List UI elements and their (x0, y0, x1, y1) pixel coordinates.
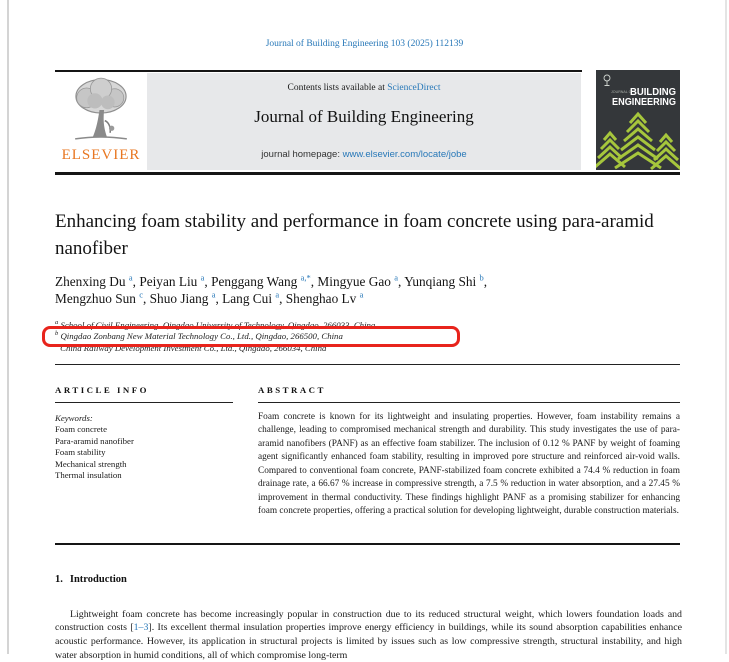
header-rule-top (55, 70, 582, 72)
keyword-list (55, 424, 240, 481)
keyword-item: Foam stability (55, 447, 106, 458)
article-title: Enhancing foam stability and performance in foam concrete using para-aramid nanofiber (55, 211, 654, 259)
abstract-text: Foam concrete is known for its lightweight and insulating properties. However, foam instability remains a challenge, leading to compromised mechanical strength and durability. This study investigates the use of para-aramid nanofibers (PANF) as an effective foam stabilizer. The inclusion of 0.12 % PANF by weight of foaming agent significantly enhanced foam stability, resulting in improved pore structure and reinforced air-void walls. Compared to conventional foam concrete, PANF-stabilized foam concrete exhibited a 74.4 % reduction in foam drainage rate, a 66.67 % increase in compressive strength, a 7.5 % reduction in water absorption, and a 27.45 % improvement in thermal conductivity. These findings highlight PANF as a promising stabilizer for enhancing foam concrete properties, offering a practical solution for developing lightweight, durable construction materials. (258, 412, 680, 517)
author-affiliation-sup: a,* (300, 272, 311, 283)
abstract-rule (258, 402, 680, 403)
homepage-link[interactable]: www.elsevier.com/locate/jobe (342, 149, 467, 160)
journal-cover (596, 70, 680, 170)
author: Zhenxing Du $^a$ (55, 272, 133, 289)
section-divider-bottom (55, 543, 680, 545)
elsevier-logo (55, 74, 147, 170)
author-affiliation-sup: a (128, 272, 133, 283)
keyword-item: Mechanical strength (55, 458, 127, 469)
citation-link[interactable]: Journal of Building Engineering 103 (2025) 112139 (265, 39, 464, 49)
intro-text-start: Lightweight foam concrete has become increasingly popular in construction due to its reduced structural weight, which lowers foundation loads and construction costs [ (55, 608, 682, 634)
keywords-block (55, 413, 240, 481)
keyword-item: Thermal insulation (55, 470, 122, 481)
author: Shenghao Lv $^a$ (285, 289, 364, 306)
keywords-label: Keywords: (55, 413, 93, 423)
author-affiliation-sup: a (211, 289, 216, 300)
affiliation-list (55, 320, 660, 354)
affiliation-sup: a (55, 319, 59, 327)
author-affiliation-sup: a (200, 272, 205, 283)
affiliation-line: $^a$ School of Civil Engineering, Qingdao University of Technology, Qingdao, 266033, China (55, 319, 376, 330)
introduction-heading-number: 1. (55, 574, 63, 585)
introduction-heading (55, 574, 127, 585)
introduction-heading-text: Introduction (69, 574, 127, 585)
contents-prefix: Contents lists available at (287, 83, 388, 93)
affiliation-sup: b (55, 330, 59, 338)
affiliation-line: $^c$ China Railway Development Investment Co., Ltd., Qingdao, 266034, China (55, 341, 327, 353)
abstract-heading: ABSTRACT (258, 385, 326, 395)
author-affiliation-sup: a (394, 272, 399, 283)
journal-title: Journal of Building Engineering (254, 107, 474, 126)
page-edge-right (725, 0, 727, 654)
author-affiliation-sup: a (359, 289, 364, 300)
author: Mengzhuo Sun $^c$ (55, 289, 143, 306)
sciencedirect-link[interactable]: ScienceDirect (387, 83, 441, 93)
journal-cover-art (596, 70, 680, 170)
keyword-item: Foam concrete (55, 424, 108, 435)
cover-building: BUILDING (630, 87, 677, 98)
header-rule-bottom (55, 172, 680, 175)
intro-ref-link[interactable]: 1–3 (133, 622, 149, 634)
affiliation-sup: c (55, 341, 58, 349)
article-info-rule (55, 402, 233, 403)
contents-line (147, 73, 581, 93)
author-affiliation-sup: c (139, 289, 143, 300)
intro-text-end: ]. Its excellent thermal insulation properties improve energy efficiency in buildings, while its sound absorption capabilities enhance acoustic performance. However, its application in structural projects is limited by issues such as low compressive strength, structural instability, and high water absorption in humid conditions, all of which compromise long-term (55, 622, 682, 661)
author-affiliation-sup: a (275, 289, 280, 300)
author-list: Zhenxing Du $^a$, Peiyan Liu $^a$, Penggang Wang $^{a,*}$, Mingyue Gao $^a$, Yunqiang Shi $^b$, Mengzhuo Sun $^c$, Shuo Jiang $^a$, Lang Cui $^a$, Shenghao Lv $^a$ (55, 272, 488, 306)
author: Penggang Wang $^{a,*}$ (211, 272, 311, 289)
homepage-line (147, 149, 581, 160)
author-affiliation-sup: b (479, 272, 484, 283)
author: Mingyue Gao $^a$ (317, 272, 399, 289)
section-divider-top (55, 364, 680, 365)
author: Shuo Jiang $^a$ (149, 289, 216, 306)
affiliation-line: $^b$ Qingdao Zonbang New Material Technology Co., Ltd., Qingdao, 266500, China (55, 330, 343, 342)
cover-engineering: ENGINEERING (612, 97, 677, 108)
cover-journal-of: JOURNAL OF (611, 90, 634, 94)
homepage-prefix: journal homepage: (261, 149, 343, 160)
header-banner (147, 73, 581, 170)
author: Peiyan Liu $^a$ (139, 272, 205, 289)
author: Lang Cui $^a$ (222, 289, 280, 306)
author: Yunqiang Shi $^b$ (404, 272, 484, 289)
elsevier-wordmark: ELSEVIER (61, 147, 141, 163)
article-info-heading: ARTICLE INFO (55, 385, 149, 395)
keyword-item: Para-aramid nanofiber (55, 435, 134, 446)
page-edge-left (7, 0, 9, 654)
elsevier-tree-icon (63, 74, 139, 146)
